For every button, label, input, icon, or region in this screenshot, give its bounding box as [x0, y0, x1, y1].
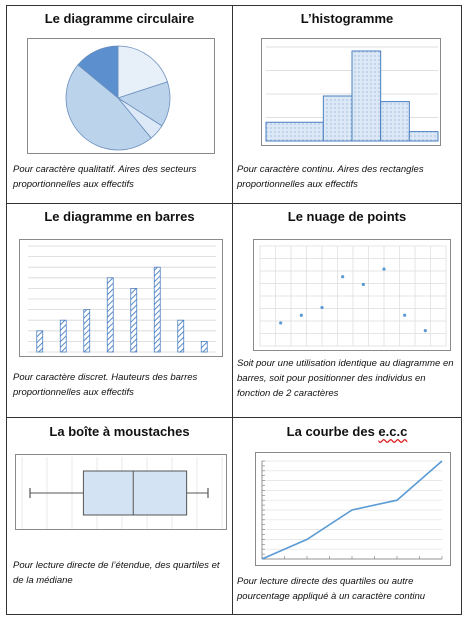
bar-5	[131, 288, 137, 352]
chart-types-table	[6, 5, 462, 615]
boxplot-chart	[16, 455, 228, 531]
bar-7	[178, 320, 184, 352]
cell-title: La boîte à moustaches	[49, 424, 190, 439]
scatter-point-4	[341, 275, 344, 278]
cell-caption: Pour lecture directe des quartiles ou autre pourcentage appliqué à un caractère continu	[237, 576, 426, 602]
cell-box-plot	[7, 418, 232, 614]
bar-8	[201, 341, 207, 352]
scatter-chart	[254, 240, 452, 352]
bar-2	[60, 320, 66, 352]
title-main: La courbe des	[286, 424, 379, 439]
scatter-point-7	[403, 314, 406, 317]
cell-caption: Pour caractère continu. Aires des rectangles proportionnelles aux effectifs	[237, 164, 424, 190]
title-abbreviation: e.c.c	[378, 424, 408, 439]
scatter-point-3	[320, 306, 323, 309]
cell-caption: Soit pour une utilisation identique au diagramme en barres, soit pour positionner des individus en fonction de 2 caractères	[237, 358, 454, 399]
histogram-bar-5	[409, 132, 438, 141]
bar-chart	[20, 240, 224, 358]
cell-histogram	[233, 6, 461, 203]
scatter-point-2	[300, 314, 303, 317]
ecc-frame	[255, 452, 451, 566]
scatter-frame	[253, 239, 451, 351]
histogram-bar-3	[352, 51, 381, 141]
cell-caption: Pour caractère qualitatif. Aires des secteurs proportionnelles aux effectifs	[13, 164, 197, 190]
cell-title	[233, 424, 461, 439]
ecc-chart	[256, 453, 452, 567]
scatter-point-1	[279, 321, 282, 324]
cell-title: Le diagramme en barres	[44, 209, 195, 224]
cell-caption: Pour caractère discret. Hauteurs des barres proportionnelles aux effectifs	[13, 372, 198, 398]
cell-title: Le diagramme circulaire	[44, 11, 195, 26]
scatter-point-8	[424, 329, 427, 332]
histogram-frame	[261, 38, 441, 146]
cell-pie-chart	[7, 6, 232, 203]
box	[83, 471, 186, 515]
pie-chart-frame	[27, 38, 215, 154]
boxplot-frame	[15, 454, 227, 530]
pie-chart	[28, 39, 216, 155]
cell-bar-chart	[7, 204, 232, 417]
histogram-bar-4	[381, 102, 410, 141]
histogram-chart	[262, 39, 442, 147]
scatter-point-5	[362, 283, 365, 286]
bar-6	[154, 267, 160, 352]
histogram-bar-1	[266, 122, 323, 141]
histogram-bar-2	[323, 96, 352, 141]
bar-chart-frame	[19, 239, 223, 357]
cell-ecc-curve	[233, 418, 461, 614]
bar-3	[84, 310, 90, 352]
cell-title: L’histogramme	[300, 11, 394, 26]
cell-caption: Pour lecture directe de l’étendue, des quartiles et de la médiane	[13, 560, 220, 586]
scatter-point-6	[382, 267, 385, 270]
bar-1	[37, 331, 43, 352]
cell-scatter-plot	[233, 204, 461, 417]
bar-4	[107, 278, 113, 352]
cell-title: Le nuage de points	[287, 209, 407, 224]
